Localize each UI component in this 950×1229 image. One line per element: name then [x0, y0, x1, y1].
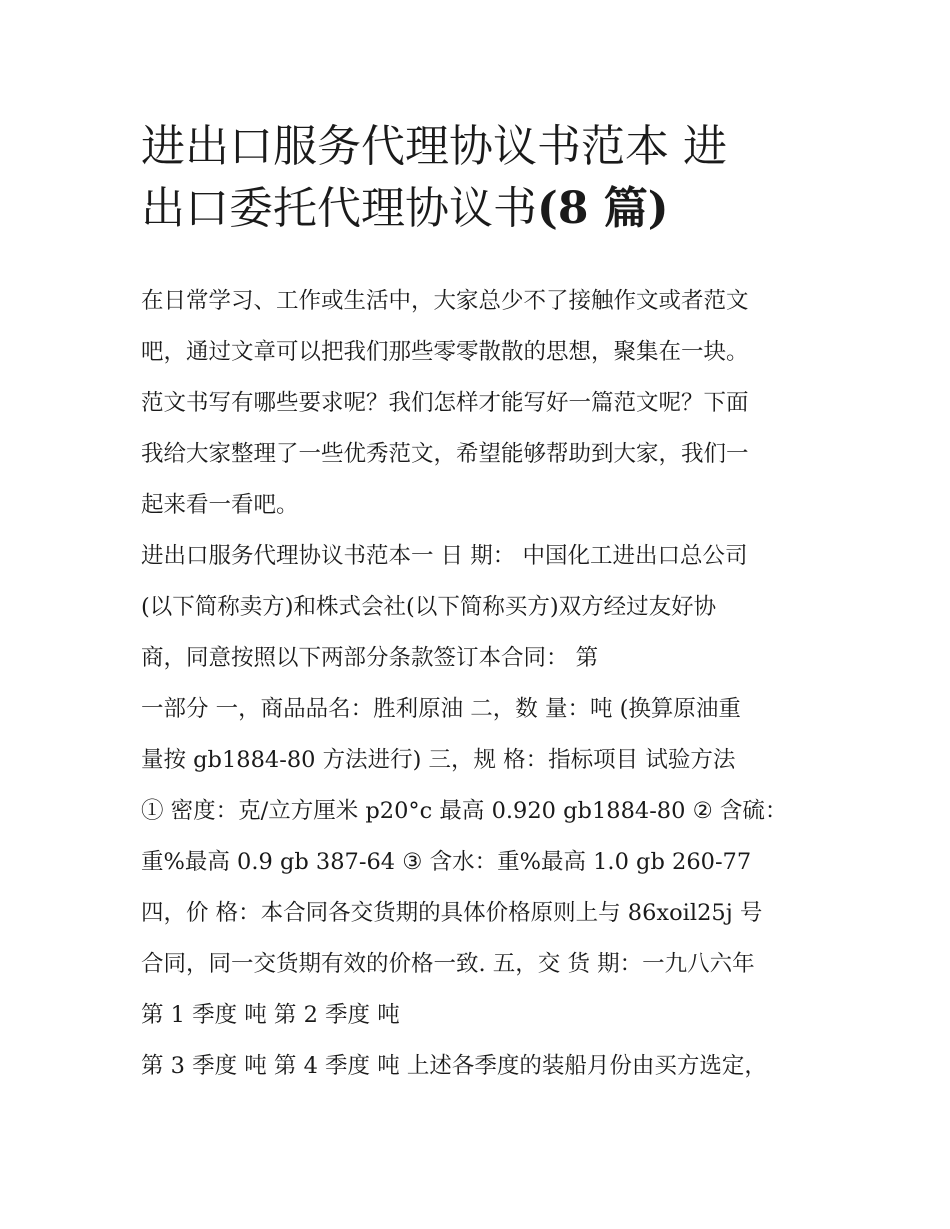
body-line: 吧，通过文章可以把我们那些零零散散的思想，聚集在一块。 [141, 339, 749, 365]
body-line: 进出口服务代理协议书范本一 日 期： 中国化工进出口总公司 [141, 543, 748, 569]
body-line: 在日常学习、工作或生活中，大家总少不了接触作文或者范文 [141, 288, 749, 314]
title-line-1: 进出口服务代理协议书范本 进 [141, 121, 727, 172]
body-line: 我给大家整理了一些优秀范文，希望能够帮助到大家，我们一 [141, 441, 749, 467]
body-line: 重%最高 0.9 gb 387-64 ③ 含水：重%最高 1.0 gb 260-77 [141, 849, 752, 875]
body-line: 范文书写有哪些要求呢？我们怎样才能写好一篇范文呢？下面 [141, 390, 749, 416]
document-title [141, 116, 821, 240]
document-body [141, 283, 821, 1099]
body-line: 合同，同一交货期有效的价格一致. 五，交 货 期：一九八六年 [141, 951, 755, 977]
body-line: ① 密度：克/立方厘米 p20°c 最高 0.920 gb1884-80 ② 含硫： [141, 798, 788, 824]
body-line: 量按 gb1884-80 方法进行) 三，规 格：指标项目 试验方法 [141, 747, 736, 773]
body-line: 第 1 季度 吨 第 2 季度 吨 [141, 1002, 400, 1028]
body-line: 商，同意按照以下两部分条款签订本合同： 第 [141, 645, 599, 671]
body-line: (以下简称卖方)和株式会社(以下简称买方)双方经过友好协 [141, 594, 717, 620]
title-count: (8 篇) [537, 183, 669, 234]
body-line: 四，价 格：本合同各交货期的具体价格原则上与 86xoil25j 号 [141, 900, 763, 926]
body-line: 起来看一看吧。 [141, 492, 299, 518]
title-line-2: 出口委托代理协议书 [141, 183, 537, 234]
body-line: 一部分 一，商品品名：胜利原油 二，数 量：吨 (换算原油重 [141, 696, 741, 722]
body-line: 第 3 季度 吨 第 4 季度 吨 上述各季度的装船月份由买方选定， [141, 1053, 767, 1079]
